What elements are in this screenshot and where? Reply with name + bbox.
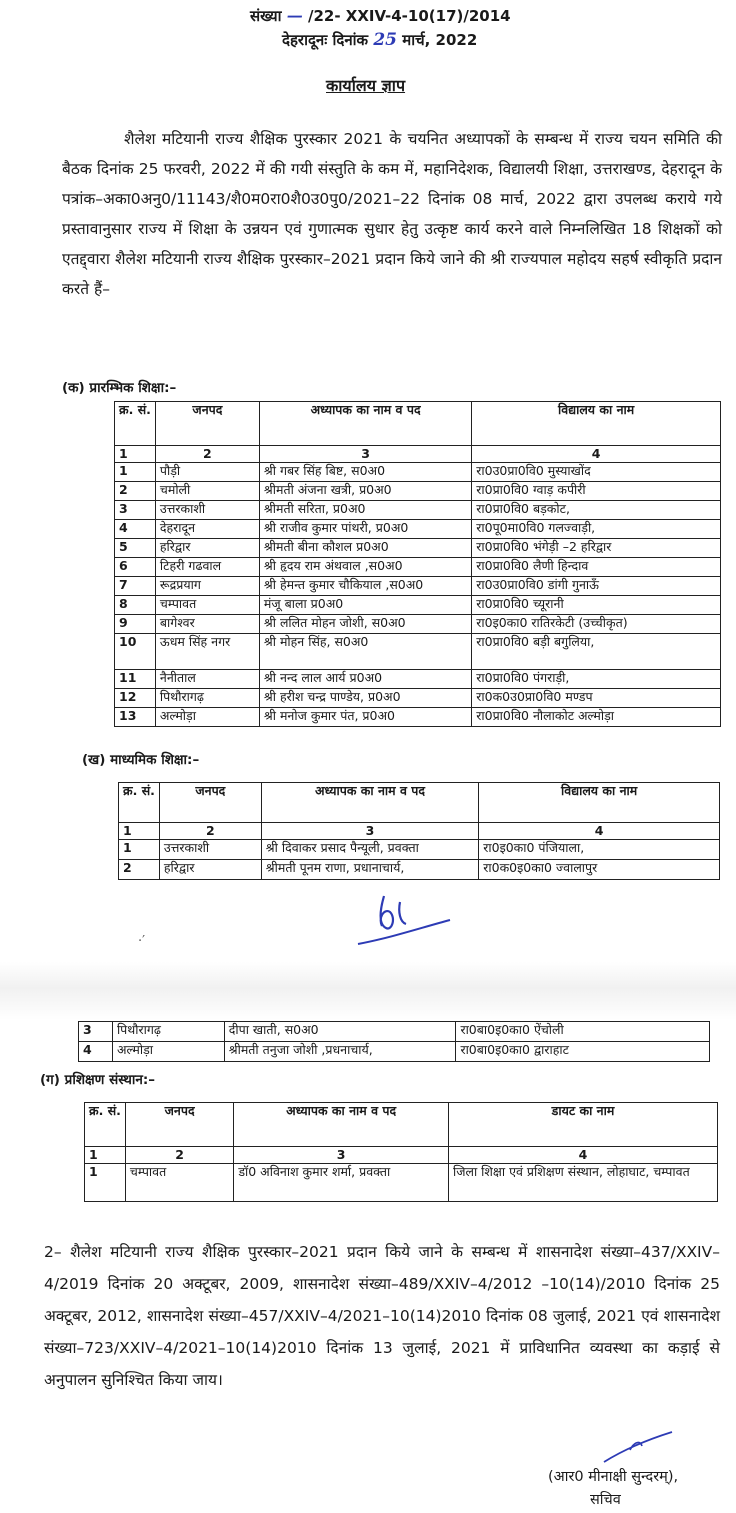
cell-serial: 6 [115, 558, 156, 577]
handwritten-stroke: — [286, 6, 303, 25]
col-header-teacher: अध्यापक का नाम व पद [234, 1103, 449, 1147]
table-header-row [119, 783, 720, 823]
office-memo-title: कार्यालय ज्ञाप [326, 76, 406, 95]
table-row [119, 840, 720, 860]
col-number: 3 [259, 446, 471, 463]
place-date-line [282, 30, 477, 50]
cell-district: चम्पावत [155, 596, 259, 615]
cell-school: जिला शिक्षा एवं प्रशिक्षण संस्थान, लोहाघाट, चम्पावत [448, 1164, 717, 1202]
cell-teacher: श्री गबर सिंह बिष्ट, स0अ0 [259, 463, 471, 482]
cell-school: रा0इ0का0 पंजियाला, [479, 840, 720, 860]
cell-district: पौड़ी [155, 463, 259, 482]
page-break [0, 962, 736, 1020]
col-number: 1 [85, 1147, 126, 1164]
number-value: /22- XXIV-4-10(17)/2014 [307, 7, 511, 25]
cell-district: अल्मोड़ा [155, 708, 259, 727]
cell-teacher: श्री राजीव कुमार पांथरी, प्र0अ0 [259, 520, 471, 539]
cell-teacher: दीपा खाती, स0अ0 [224, 1022, 456, 1042]
cell-serial: 7 [115, 577, 156, 596]
paragraph-2: 2– शैलेश मटियानी राज्य शैक्षिक पुरस्कार–2021 प्रदान किये जाने के सम्बन्ध में शासनादेश संख्या–437/XXIV–4/2019 दिनांक 20 अक्टूबर, 2009, शासनादेश संख्या–489/XXIV–4/2012 –10(14)/2010 दिनांक 25 अक्टूबर, 2012, शासनादेश संख्या–457/XXIV–4/2021–10(14)2010 दिनांक 08 जुलाई, 2021 एवं शासनादेश संख्या–723/XXIV–4/2021–10(14)2010 दिनांक 13 जुलाई, 2021 में प्राविधानित व्यवस्था का कड़ाई से अनुपालन सुनिश्चित किया जाय। [44, 1243, 720, 1389]
column-number-row [85, 1147, 718, 1164]
cell-serial: 4 [79, 1042, 113, 1062]
cell-serial: 4 [115, 520, 156, 539]
margin-mark: ·′ [138, 934, 146, 949]
col-header-district: जनपद [155, 402, 259, 446]
col-header-diet: डायट का नाम [448, 1103, 717, 1147]
cell-serial: 3 [115, 501, 156, 520]
column-number-row [119, 823, 720, 840]
section-c-title: (ग) प्रशिक्षण संस्थान:– [40, 1072, 156, 1088]
cell-district: उत्तरकाशी [155, 501, 259, 520]
col-number: 2 [155, 446, 259, 463]
table-row [115, 558, 721, 577]
cell-district: अल्मोड़ा [112, 1042, 224, 1062]
cell-serial: 1 [115, 463, 156, 482]
col-number: 2 [125, 1147, 233, 1164]
cell-serial: 5 [115, 539, 156, 558]
col-number: 1 [119, 823, 160, 840]
cell-district: हरिद्वार [159, 860, 261, 880]
cell-district: पिथौरागढ़ [155, 689, 259, 708]
col-header-serial: क्र. सं. [85, 1103, 126, 1147]
table-row [115, 463, 721, 482]
cell-district: बागेश्वर [155, 615, 259, 634]
table-row [115, 596, 721, 615]
cell-school: रा0बा0इ0का0 द्वाराहाट [456, 1042, 710, 1062]
cell-serial: 13 [115, 708, 156, 727]
cell-teacher: श्री हृदय राम अंथवाल ,स0अ0 [259, 558, 471, 577]
cell-serial: 10 [115, 634, 156, 670]
cell-school: रा0क0उ0प्रा0वि0 मण्डप [472, 689, 721, 708]
col-header-teacher: अध्यापक का नाम व पद [261, 783, 479, 823]
table-row [115, 634, 721, 670]
cell-teacher: श्री मनोज कुमार पंत, प्र0अ0 [259, 708, 471, 727]
table-row [115, 670, 721, 689]
cell-serial: 8 [115, 596, 156, 615]
cell-serial: 9 [115, 615, 156, 634]
col-number: 4 [448, 1147, 717, 1164]
section-a-title: (क) प्रारम्भिक शिक्षा:– [62, 380, 177, 396]
cell-district: देहरादून [155, 520, 259, 539]
col-header-district: जनपद [159, 783, 261, 823]
cell-teacher: श्री दिवाकर प्रसाद पैन्यूली, प्रवक्ता [261, 840, 479, 860]
cell-teacher: श्री हेमन्त कुमार चौकियाल ,स0अ0 [259, 577, 471, 596]
handwritten-initials [350, 888, 460, 954]
cell-school: रा0प्रा0वि0 बड़कोट, [472, 501, 721, 520]
cell-serial: 2 [115, 482, 156, 501]
cell-district: नैनीताल [155, 670, 259, 689]
cell-serial: 2 [119, 860, 160, 880]
cell-district: चमोली [155, 482, 259, 501]
cell-teacher: श्री मोहन सिंह, स0अ0 [259, 634, 471, 670]
col-header-serial: क्र. सं. [115, 402, 156, 446]
table-header-row [85, 1103, 718, 1147]
col-number: 3 [261, 823, 479, 840]
date-rest: मार्च, 2022 [402, 31, 478, 49]
cell-school: रा0क0इ0का0 ज्वालापुर [479, 860, 720, 880]
col-number: 4 [479, 823, 720, 840]
col-header-serial: क्र. सं. [119, 783, 160, 823]
reference-number [250, 6, 511, 26]
cell-school: रा0प्रा0वि0 च्यूरानी [472, 596, 721, 615]
section-b-table-part2 [78, 1021, 710, 1062]
col-header-teacher: अध्यापक का नाम व पद [259, 402, 471, 446]
col-header-school: विद्यालय का नाम [479, 783, 720, 823]
cell-school: रा0प्रा0वि0 ग्वाड़ कपीरी [472, 482, 721, 501]
number-label: संख्या [250, 7, 282, 25]
cell-serial: 1 [85, 1164, 126, 1202]
cell-district: रूद्रप्रयाग [155, 577, 259, 596]
cell-district: ऊधम सिंह नगर [155, 634, 259, 670]
cell-school: रा0पू0मा0वि0 गलज्वाड़ी, [472, 520, 721, 539]
cell-school: रा0प्रा0वि0 लैणी हिन्दाव [472, 558, 721, 577]
section-c-table [84, 1102, 718, 1202]
cell-district: हरिद्वार [155, 539, 259, 558]
cell-serial: 12 [115, 689, 156, 708]
table-row [115, 577, 721, 596]
handwritten-day: 25 [373, 30, 397, 50]
table-header-row [115, 402, 721, 446]
cell-school: रा0प्रा0वि0 नौलाकोट अल्मोड़ा [472, 708, 721, 727]
cell-teacher: श्री हरीश चन्द्र पाण्डेय, प्र0अ0 [259, 689, 471, 708]
table-row [85, 1164, 718, 1202]
column-number-row [115, 446, 721, 463]
table-row [115, 689, 721, 708]
table-row [115, 539, 721, 558]
cell-school: रा0प्रा0वि0 पंगराड़ी, [472, 670, 721, 689]
cell-serial: 1 [119, 840, 160, 860]
table-row [79, 1022, 710, 1042]
cell-teacher: श्रीमती पूनम राणा, प्रधानाचार्य, [261, 860, 479, 880]
col-header-school: विद्यालय का नाम [472, 402, 721, 446]
cell-serial: 11 [115, 670, 156, 689]
place-label: देहरादूनः दिनांक [282, 31, 369, 49]
paragraph-1: शैलेश मटियानी राज्य शैक्षिक पुरस्कार 2021 के चयनित अध्यापकों के सम्बन्ध में राज्य चयन समिति की बैठक दिनांक 25 फरवरी, 2022 में की गयी संस्तुति के कम में, महानिदेशक, विद्यालयी शिक्षा, उत्तराखण्ड, देहरादून के पत्रांक–अका0अनु0/11143/शै0म0रा0शै0उ0पु0/2021–22 दिनांक 08 मार्च, 2022 द्वारा उपलब्ध कराये गये प्रस्तावानुसार राज्य में शिक्षा के उन्नयन एवं गुणात्मक सुधार हेतु उत्कृष्ट कार्य करने वाले निम्नलिखित 18 शिक्षकों को एतद्द्वारा शैलेश मटियानी राज्य शैक्षिक पुरस्कार–2021 प्रदान किये जाने की श्री राज्यपाल महोदय सहर्ष स्वीकृति प्रदान करते हैं– [62, 130, 722, 298]
signatory-designation: सचिव [590, 1492, 621, 1508]
table-row [115, 520, 721, 539]
cell-teacher: श्रीमती सरिता, प्र0अ0 [259, 501, 471, 520]
col-number: 1 [115, 446, 156, 463]
col-number: 4 [472, 446, 721, 463]
cell-teacher: श्री नन्द लाल आर्य प्र0अ0 [259, 670, 471, 689]
cell-teacher: श्रीमती अंजना खत्री, प्र0अ0 [259, 482, 471, 501]
section-b-table-part1 [118, 782, 720, 880]
cell-school: रा0प्रा0वि0 भंगेड़ी –2 हरिद्वार [472, 539, 721, 558]
cell-district: टिहरी गढवाल [155, 558, 259, 577]
cell-school: रा0उ0प्रा0वि0 मुस्याखोंद [472, 463, 721, 482]
table-row [119, 860, 720, 880]
cell-district: पिथौरागढ़ [112, 1022, 224, 1042]
table-row [115, 482, 721, 501]
cell-teacher: मंजू बाला प्र0अ0 [259, 596, 471, 615]
cell-school: रा0उ0प्रा0वि0 डांगी गुनाऊँ [472, 577, 721, 596]
cell-teacher: श्री ललित मोहन जोशी, स0अ0 [259, 615, 471, 634]
table-row [115, 708, 721, 727]
section-a-table [114, 401, 721, 727]
section-b-title: (ख) माध्यमिक शिक्षा:– [82, 752, 200, 768]
cell-teacher: श्रीमती तनुजा जोशी ,प्रधनाचार्य, [224, 1042, 456, 1062]
cell-school: रा0इ0का0 रातिरकेटी (उच्चीकृत) [472, 615, 721, 634]
table-row [115, 615, 721, 634]
cell-school: रा0बा0इ0का0 ऐंचोली [456, 1022, 710, 1042]
cell-serial: 3 [79, 1022, 113, 1042]
cell-district: उत्तरकाशी [159, 840, 261, 860]
cell-school: रा0प्रा0वि0 बड़ी बगुलिया, [472, 634, 721, 670]
table-row [115, 501, 721, 520]
cell-district: चम्पावत [125, 1164, 233, 1202]
col-number: 3 [234, 1147, 449, 1164]
col-number: 2 [159, 823, 261, 840]
col-header-district: जनपद [125, 1103, 233, 1147]
cell-teacher: श्रीमती बीना कौशल प्र0अ0 [259, 539, 471, 558]
signatory-name: (आर0 मीनाक्षी सुन्दरम्), [548, 1469, 679, 1485]
table-row [79, 1042, 710, 1062]
cell-teacher: डॉ0 अविनाश कुमार शर्मा, प्रवक्ता [234, 1164, 449, 1202]
